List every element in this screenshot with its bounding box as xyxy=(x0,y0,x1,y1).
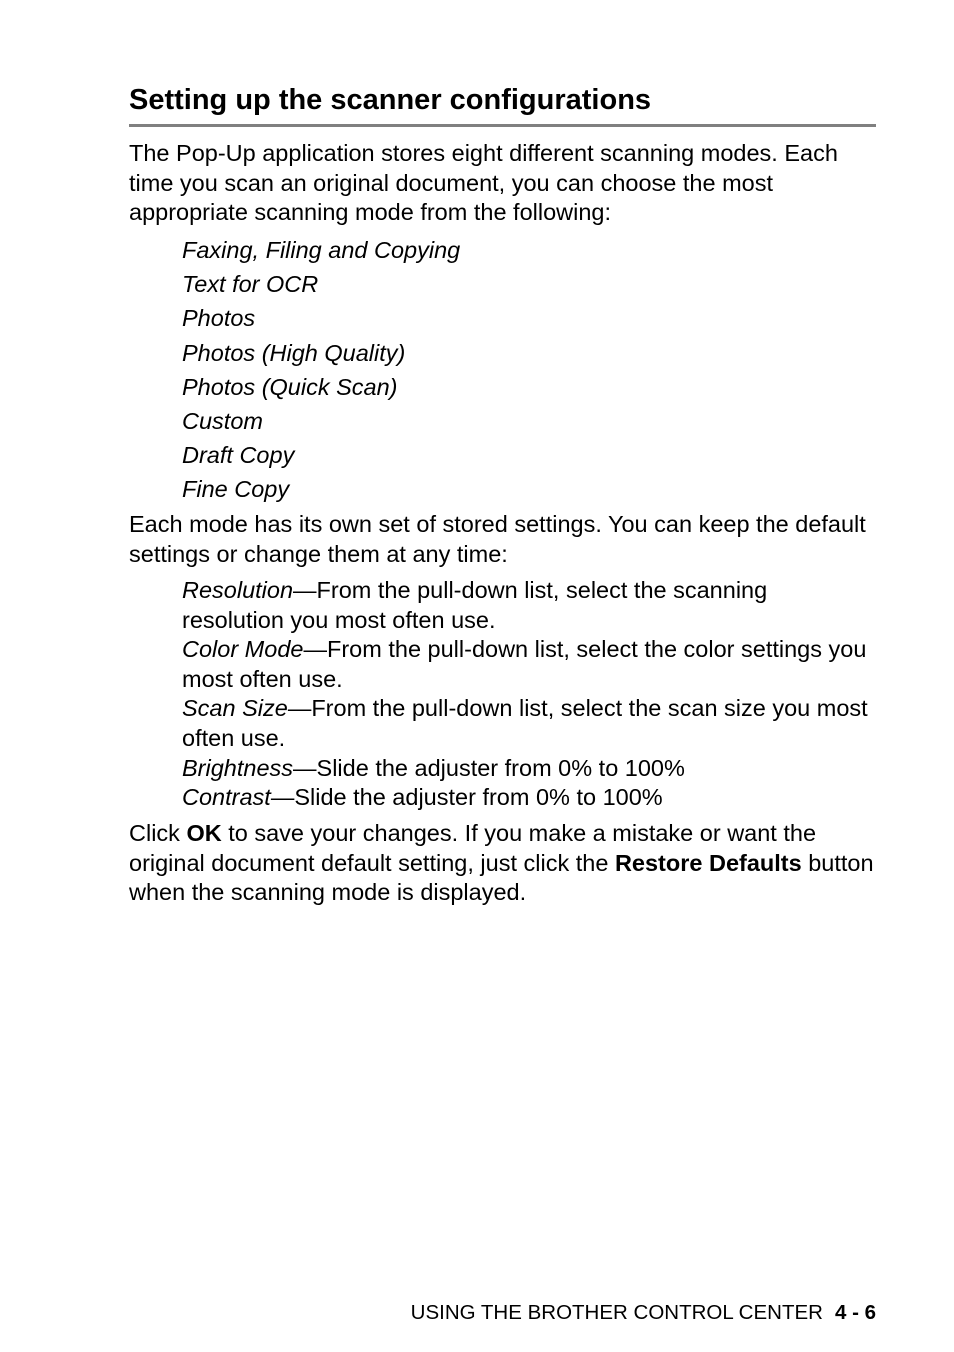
setting-term: Scan Size xyxy=(182,695,288,722)
footer-chapter: USING THE BROTHER CONTROL CENTER xyxy=(410,1301,823,1324)
scanning-mode-list xyxy=(182,233,460,507)
setting-item xyxy=(182,576,874,635)
section-heading: Setting up the scanner configurations xyxy=(129,84,652,116)
closing-text: button when the scanning mode is displayed. xyxy=(129,849,874,906)
closing-paragraph xyxy=(129,819,877,908)
setting-description: —Slide the adjuster from 0% to 100% xyxy=(293,754,685,781)
closing-text: to save your changes. If you make a mistake or want the original document default setting, just click the xyxy=(129,820,817,876)
heading-rule xyxy=(129,124,876,127)
setting-description: —From the pull-down list, select the color settings you most often use. xyxy=(182,636,867,692)
mode-item: Fine Copy xyxy=(182,476,290,503)
mode-item: Faxing, Filing and Copying xyxy=(182,237,461,263)
restore-defaults-label: Restore Defaults xyxy=(614,849,802,876)
page-number: 4 - 6 xyxy=(834,1301,876,1324)
setting-description: —Slide the adjuster from 0% to 100% xyxy=(270,784,663,811)
ok-label: OK xyxy=(186,820,222,846)
mode-item: Text for OCR xyxy=(182,271,319,298)
setting-description: —From the pull-down list, select the scanning resolution you most often use. xyxy=(182,577,768,633)
setting-item xyxy=(182,635,874,694)
mode-item: Draft Copy xyxy=(182,442,295,469)
setting-term: Color Mode xyxy=(182,636,304,663)
setting-item xyxy=(182,783,874,813)
intro-paragraph: The Pop-Up application stores eight different scanning modes. Each time you scan an original document, you can choose the most appropriate scanning mode from the following: xyxy=(129,140,838,226)
closing-text: Click xyxy=(129,820,187,846)
setting-term: Brightness xyxy=(182,754,294,781)
page-footer xyxy=(411,1299,876,1327)
settings-intro-paragraph: Each mode has its own set of stored settings. You can keep the default settings or change them at any time: xyxy=(129,511,866,567)
setting-item xyxy=(182,754,874,784)
setting-term: Resolution xyxy=(182,577,294,603)
mode-item: Photos (Quick Scan) xyxy=(182,373,398,400)
mode-item: Photos xyxy=(182,305,256,332)
mode-item: Custom xyxy=(182,408,263,435)
setting-item xyxy=(182,694,874,753)
mode-item: Photos (High Quality) xyxy=(182,339,406,366)
setting-term: Contrast xyxy=(182,784,271,811)
settings-list xyxy=(182,576,874,813)
setting-description: —From the pull-down list, select the scan size you most often use. xyxy=(182,695,868,751)
